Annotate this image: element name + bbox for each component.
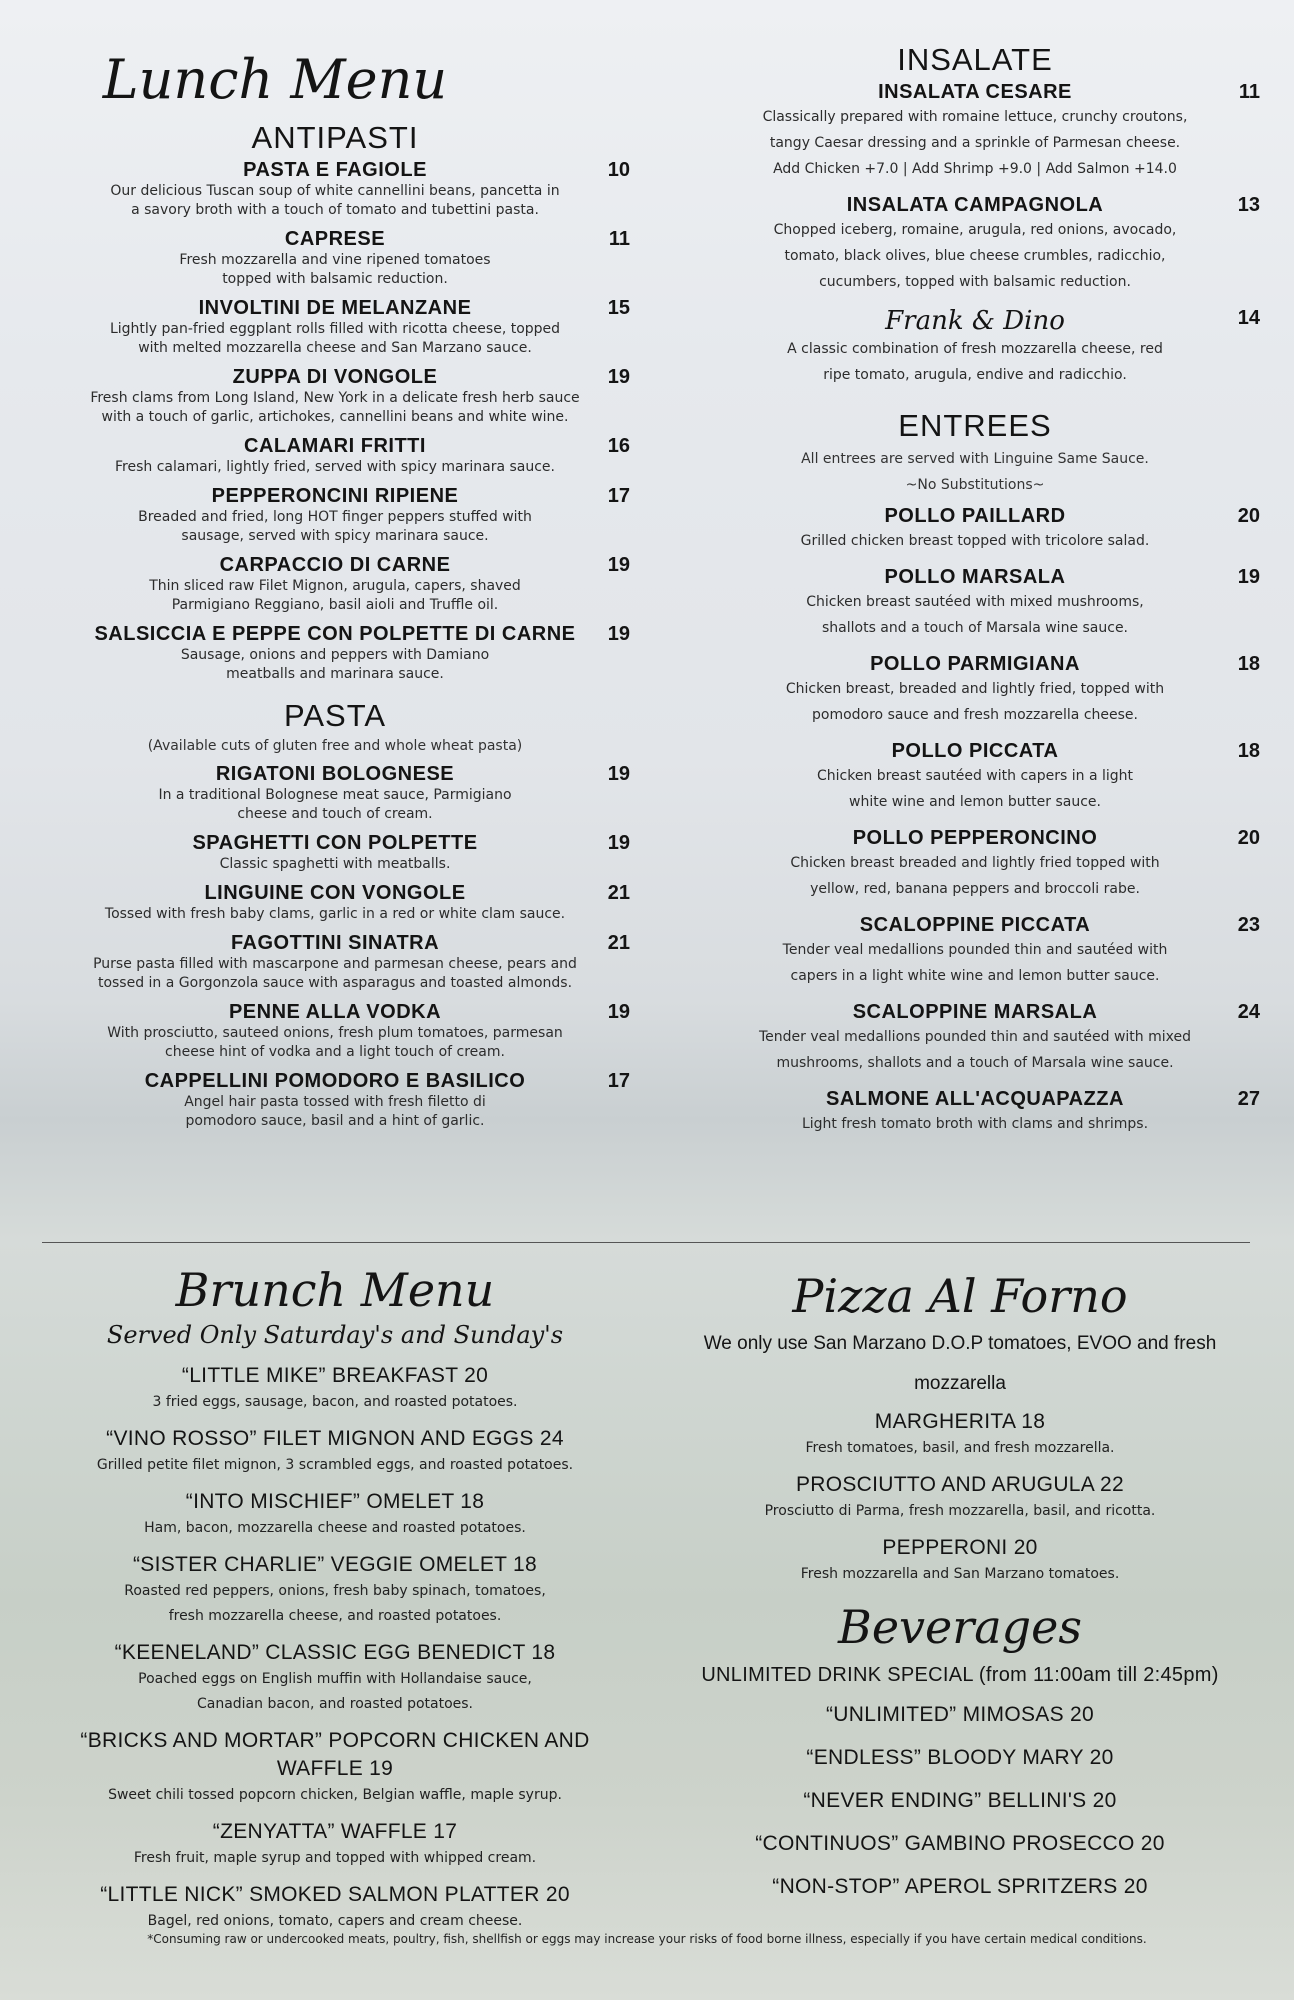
item-price: 19 [607, 366, 630, 388]
beverage-item: “NEVER ENDING” BELLINI'S 20 [803, 1789, 1117, 1812]
item-description: Fresh tomatoes, basil, and fresh mozzarella. [805, 1440, 1115, 1456]
item-description: 3 fried eggs, sausage, bacon, and roasted potatoes. [152, 1394, 518, 1410]
item-name: INVOLTINI DE MELANZANE [198, 297, 472, 319]
item-description: Fresh fruit, maple syrup and topped with whipped cream. [133, 1850, 537, 1866]
item-description: Lightly pan-fried eggplant rolls filled with ricotta cheese, topped with melted mozzarella cheese and San Marzano sauce. [109, 321, 561, 356]
item-price: 19 [607, 832, 630, 854]
item-price: 23 [1237, 914, 1260, 936]
menu-item [690, 565, 1260, 641]
menu-item [690, 80, 1260, 182]
item-description: Prosciutto di Parma, fresh mozzarella, basil, and ricotta. [764, 1503, 1156, 1519]
menu-item [40, 1069, 630, 1131]
antipasti-list [40, 158, 630, 684]
item-description: Grilled petite filet mignon, 3 scrambled eggs, and roasted potatoes. [96, 1457, 574, 1473]
item-name: Frank & Dino [885, 306, 1065, 336]
item-description: Tossed with fresh baby clams, garlic in a red or white clam sauce. [104, 906, 566, 922]
item-price: 19 [607, 1001, 630, 1023]
item-price: 19 [1237, 566, 1260, 588]
menu-item [660, 1408, 1260, 1461]
lunch-title: Lunch Menu [102, 48, 448, 111]
item-name: CALAMARI FRITTI [244, 435, 426, 457]
menu-item [40, 762, 630, 824]
item-description: Sausage, onions and peppers with Damiano meatballs and marinara sauce. [180, 647, 490, 682]
item-description: Classic spaghetti with meatballs. [219, 856, 451, 872]
item-name: SPAGHETTI CON POLPETTE [192, 832, 478, 854]
item-name: “SISTER CHARLIE” VEGGIE OMELET 18 [133, 1553, 537, 1576]
menu-item [40, 1425, 630, 1478]
item-price: 11 [1238, 81, 1260, 103]
menu-item [40, 1488, 630, 1541]
item-name: POLLO PAILLARD [884, 505, 1066, 527]
item-name: PEPPERONCINI RIPIENE [211, 485, 459, 507]
pasta-note: (Available cuts of gluten free and whole wheat pasta) [147, 738, 523, 754]
item-name: POLLO PICCATA [891, 740, 1059, 762]
menu-item [690, 504, 1260, 554]
pizza-beverages-column [660, 1268, 1260, 1908]
item-name: INSALATA CESARE [878, 81, 1072, 103]
item-price: 16 [607, 435, 630, 457]
item-price: 18 [1237, 653, 1260, 675]
item-name: “BRICKS AND MORTAR” POPCORN CHICKEN AND WAFFLE 19 [80, 1729, 590, 1780]
menu-item [690, 652, 1260, 728]
item-price: 20 [1237, 827, 1260, 849]
menu-item [40, 434, 630, 477]
menu-item [690, 1000, 1260, 1076]
item-description: With prosciutto, sauteed onions, fresh plum tomatoes, parmesan cheese hint of vodka and a light touch of cream. [107, 1025, 563, 1060]
item-price: 21 [607, 932, 630, 954]
item-description: Classically prepared with romaine lettuce, crunchy croutons, tangy Caesar dressing and a sprinkle of Parmesan cheese. Add Chicken +7.0 | Add Shrimp +9.0 | Add Salmon +14.0 [762, 109, 1188, 177]
item-name: “KEENELAND” CLASSIC EGG BENEDICT 18 [114, 1641, 556, 1664]
item-description: Our delicious Tuscan soup of white cannellini beans, pancetta in a savory broth with a touch of tomato and tubettini pasta. [110, 183, 560, 218]
beverages-title: Beverages [838, 1600, 1082, 1654]
item-name: SCALOPPINE PICCATA [859, 914, 1091, 936]
item-description: Sweet chili tossed popcorn chicken, Belgian waffle, maple syrup. [108, 1787, 562, 1803]
insalate-list [690, 80, 1260, 388]
item-price: 14 [1237, 307, 1260, 329]
item-description: Fresh mozzarella and San Marzano tomatoes. [800, 1566, 1120, 1582]
item-description: Purse pasta filled with mascarpone and parmesan cheese, pears and tossed in a Gorgonzola sauce with asparagus and toasted almonds. [93, 956, 577, 991]
item-name: PEPPERONI 20 [882, 1536, 1038, 1559]
brunch-subtitle: Served Only Saturday's and Sunday's [106, 1321, 564, 1349]
item-price: 10 [607, 159, 630, 181]
menu-item [690, 913, 1260, 989]
item-name: INSALATA CAMPAGNOLA [846, 194, 1104, 216]
item-name: “INTO MISCHIEF” OMELET 18 [185, 1490, 485, 1513]
menu-item [40, 227, 630, 289]
menu-item [40, 296, 630, 358]
menu-item [40, 365, 630, 427]
menu-item [40, 1362, 630, 1415]
menu-item [40, 1727, 630, 1808]
brunch-list [40, 1362, 630, 1934]
item-description: Chicken breast sautéed with capers in a light white wine and lemon butter sauce. [816, 768, 1134, 810]
entrees-note: All entrees are served with Linguine Same Sauce. ~No Substitutions~ [801, 451, 1149, 493]
item-price: 21 [607, 882, 630, 904]
item-description: Poached eggs on English muffin with Hollandaise sauce, Canadian bacon, and roasted potatoes. [138, 1671, 532, 1712]
item-name: CAPRESE [284, 228, 386, 250]
entrees-list [690, 504, 1260, 1137]
item-description: Grilled chicken breast topped with tricolore salad. [800, 533, 1150, 549]
item-price: 18 [1237, 740, 1260, 762]
pizza-list [660, 1408, 1260, 1587]
menu-item [660, 1534, 1260, 1587]
item-price: 11 [608, 228, 630, 250]
item-name: ZUPPA DI VONGOLE [232, 366, 438, 388]
item-price: 19 [607, 763, 630, 785]
item-name: “VINO ROSSO” FILET MIGNON AND EGGS 24 [106, 1427, 564, 1450]
item-name: PASTA E FAGIOLE [243, 159, 427, 181]
item-description: Tender veal medallions pounded thin and sautéed with mixed mushrooms, shallots and a touch of Marsala wine sauce. [759, 1029, 1191, 1071]
beverage-item: “CONTINUOS” GAMBINO PROSECCO 20 [755, 1832, 1165, 1855]
section-divider [42, 1242, 1250, 1243]
drink-special: UNLIMITED DRINK SPECIAL (from 11:00am till 2:45pm) [701, 1664, 1219, 1686]
pasta-heading: PASTA [283, 698, 387, 733]
item-description: Chopped iceberg, romaine, arugula, red onions, avocado, tomato, black olives, blue cheese crumbles, radicchio, cucumbers, topped with balsamic reduction. [773, 222, 1177, 290]
brunch-column [40, 1262, 630, 1944]
insalate-heading: INSALATE [897, 42, 1053, 77]
item-name: “ZENYATTA” WAFFLE 17 [212, 1820, 458, 1843]
item-description: Chicken breast breaded and lightly fried topped with yellow, red, banana peppers and broccoli rabe. [790, 855, 1160, 897]
item-name: RIGATONI BOLOGNESE [215, 763, 455, 785]
item-name: “LITTLE MIKE” BREAKFAST 20 [181, 1364, 489, 1387]
beverage-item: “NON-STOP” APEROL SPRITZERS 20 [772, 1875, 1148, 1898]
item-name: SCALOPPINE MARSALA [852, 1001, 1098, 1023]
item-name: SALMONE ALL'ACQUAPAZZA [826, 1088, 1124, 1110]
item-name: POLLO MARSALA [884, 566, 1066, 588]
item-description: Chicken breast sautéed with mixed mushrooms, shallots and a touch of Marsala wine sauce. [806, 594, 1144, 636]
beverage-item: “UNLIMITED” MIMOSAS 20 [826, 1703, 1094, 1726]
item-description: In a traditional Bolognese meat sauce, Parmigiano cheese and touch of cream. [158, 787, 512, 822]
item-description: Angel hair pasta tossed with fresh filetto di pomodoro sauce, basil and a hint of garlic. [184, 1094, 486, 1129]
item-name: “LITTLE NICK” SMOKED SALMON PLATTER 20 [100, 1883, 570, 1906]
menu-item [40, 931, 630, 993]
item-name: PENNE ALLA VODKA [228, 1001, 442, 1023]
brunch-title: Brunch Menu [175, 1263, 495, 1317]
item-name: SALSICCIA E PEPPE CON POLPETTE DI CARNE [94, 623, 576, 645]
item-price: 19 [607, 554, 630, 576]
item-price: 13 [1237, 194, 1260, 216]
menu-item [40, 158, 630, 220]
item-price: 27 [1237, 1088, 1260, 1110]
item-price: 17 [607, 1070, 630, 1092]
menu-item [40, 1551, 630, 1629]
item-price: 15 [607, 297, 630, 319]
item-description: Fresh clams from Long Island, New York in a delicate fresh herb sauce with a touch of garlic, artichokes, cannellini beans and white wine. [90, 390, 580, 425]
menu-item [40, 831, 630, 874]
item-description: Bagel, red onions, tomato, capers and cream cheese. [147, 1913, 523, 1929]
item-price: 24 [1237, 1001, 1260, 1023]
lunch-right-column [690, 42, 1260, 1148]
menu-item [690, 193, 1260, 295]
menu-item [40, 1000, 630, 1062]
item-description: Light fresh tomato broth with clams and shrimps. [801, 1116, 1149, 1132]
pizza-title: Pizza Al Forno [792, 1269, 1128, 1323]
menu-item [40, 1639, 630, 1717]
menu-item [40, 1881, 630, 1934]
menu-item [690, 739, 1260, 815]
lunch-left-column [40, 48, 630, 1138]
item-name: PROSCIUTTO AND ARUGULA 22 [795, 1473, 1125, 1496]
item-price: 20 [1237, 505, 1260, 527]
menu-item [40, 881, 630, 924]
item-description: Chicken breast, breaded and lightly fried, topped with pomodoro sauce and fresh mozzarella cheese. [785, 681, 1165, 723]
menu-item [40, 484, 630, 546]
menu-item [690, 306, 1260, 388]
menu-item [40, 1818, 630, 1871]
item-name: CAPPELLINI POMODORO E BASILICO [144, 1070, 526, 1092]
beverage-item: “ENDLESS” BLOODY MARY 20 [806, 1746, 1114, 1769]
item-description: Fresh mozzarella and vine ripened tomatoes topped with balsamic reduction. [179, 252, 491, 287]
entrees-heading: ENTREES [898, 408, 1052, 443]
item-name: LINGUINE CON VONGOLE [204, 882, 466, 904]
menu-item [660, 1471, 1260, 1524]
menu-item [40, 553, 630, 615]
pasta-list [40, 762, 630, 1131]
item-price: 17 [607, 485, 630, 507]
menu-item [40, 622, 630, 684]
menu-item [690, 826, 1260, 902]
item-name: MARGHERITA 18 [874, 1410, 1046, 1433]
pizza-subtitle: We only use San Marzano D.O.P tomatoes, EVOO and fresh mozzarella [703, 1333, 1217, 1394]
item-name: POLLO PEPPERONCINO [852, 827, 1098, 849]
item-description: A classic combination of fresh mozzarella cheese, red ripe tomato, arugula, endive and radicchio. [787, 341, 1163, 383]
item-description: Thin sliced raw Filet Mignon, arugula, capers, shaved Parmigiano Reggiano, basil aioli and Truffle oil. [149, 578, 521, 613]
item-name: POLLO PARMIGIANA [870, 653, 1080, 675]
item-description: Breaded and fried, long HOT finger peppers stuffed with sausage, served with spicy marinara sauce. [138, 509, 532, 544]
item-name: FAGOTTINI SINATRA [230, 932, 440, 954]
menu-item [690, 1087, 1260, 1137]
beverages-list [660, 1693, 1260, 1908]
item-name: CARPACCIO DI CARNE [219, 554, 451, 576]
item-description: Ham, bacon, mozzarella cheese and roasted potatoes. [144, 1520, 526, 1536]
item-price: 19 [607, 623, 630, 645]
item-description: Fresh calamari, lightly fried, served with spicy marinara sauce. [114, 459, 555, 475]
item-description: Roasted red peppers, onions, fresh baby spinach, tomatoes, fresh mozzarella cheese, and roasted potatoes. [124, 1583, 546, 1624]
item-description: Tender veal medallions pounded thin and sautéed with capers in a light white wine and lemon butter sauce. [782, 942, 1168, 984]
antipasti-heading: ANTIPASTI [251, 120, 419, 155]
health-footnote: *Consuming raw or undercooked meats, poultry, fish, shellfish or eggs may increase your risks of food borne illness, especially if you have certain medical conditions. [147, 1932, 1147, 1946]
